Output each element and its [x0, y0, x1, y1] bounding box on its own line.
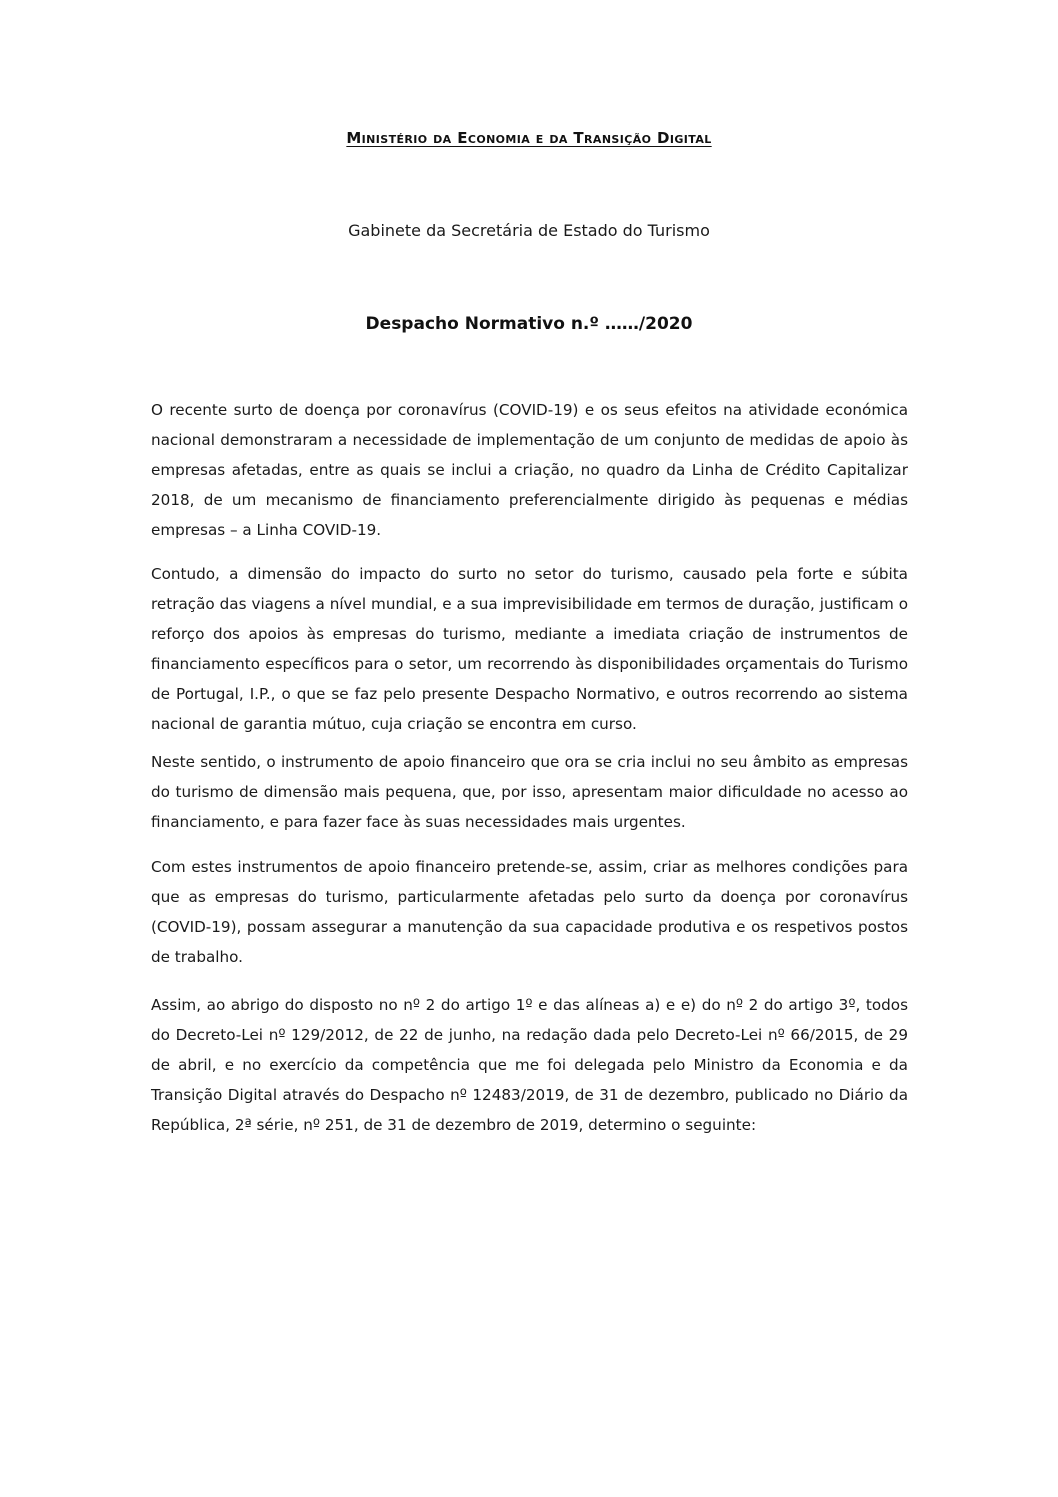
- ministry-heading: Ministério da Economia e da Transição Digital: [346, 129, 712, 147]
- dispatch-title: Despacho Normativo n.º ……/2020: [365, 314, 693, 334]
- paragraph: O recente surto de doença por coronavírus (COVID-19) e os seus efeitos na atividade económica nacional demonstraram a necessidade de implementação de um conjunto de medidas de apoio às empresas afetadas, entre as quais se inclui a criação, no quadro da Linha de Crédito Capitalizar 2018, de um mecanismo de financiamento preferencialmente dirigido às pequenas e médias empresas – a Linha COVID-19.: [151, 401, 908, 539]
- cabinet-heading: Gabinete da Secretária de Estado do Turismo: [348, 221, 710, 240]
- paragraph: Assim, ao abrigo do disposto no nº 2 do artigo 1º e das alíneas a) e e) do nº 2 do artigo 3º, todos do Decreto-Lei nº 129/2012, de 22 de junho, na redação dada pelo Decreto-Lei nº 66/2015, de 29 de abril, e no exercício da competência que me foi delegada pelo Ministro da Economia e da Transição Digital através do Despacho nº 12483/2019, de 31 de dezembro, publicado no Diário da República, 2ª série, nº 251, de 31 de dezembro de 2019, determino o seguinte:: [151, 996, 908, 1134]
- document-body: [151, 395, 908, 1154]
- paragraph: Contudo, a dimensão do impacto do surto no setor do turismo, causado pela forte e súbita retração das viagens a nível mundial, e a sua imprevisibilidade em termos de duração, justificam o reforço dos apoios às empresas do turismo, mediante a imediata criação de instrumentos de financiamento específicos para o setor, um recorrendo às disponibilidades orçamentais do Turismo de Portugal, I.P., o que se faz pelo presente Despacho Normativo, e outros recorrendo ao sistema nacional de garantia mútuo, cuja criação se encontra em curso.: [151, 565, 908, 733]
- paragraph: Neste sentido, o instrumento de apoio financeiro que ora se cria inclui no seu âmbito as empresas do turismo de dimensão mais pequena, que, por isso, apresentam maior dificuldade no acesso ao financiamento, e para fazer face às suas necessidades mais urgentes.: [151, 753, 908, 831]
- paragraph: Com estes instrumentos de apoio financeiro pretende-se, assim, criar as melhores condições para que as empresas do turismo, particularmente afetadas pelo surto da doença por coronavírus (COVID-19), possam assegurar a manutenção da sua capacidade produtiva e os respetivos postos de trabalho.: [151, 858, 908, 966]
